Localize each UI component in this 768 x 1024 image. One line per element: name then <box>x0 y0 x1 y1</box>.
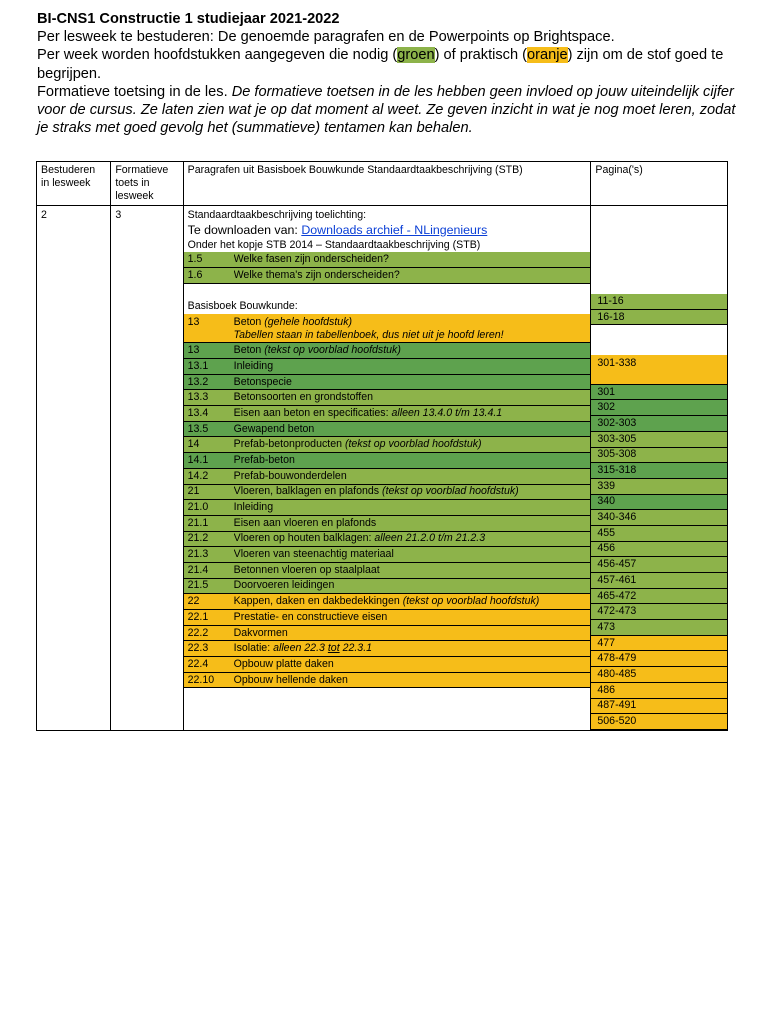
paragraph-title <box>234 579 591 592</box>
table-row <box>184 390 591 406</box>
beton-pages: 301-338 <box>591 355 727 384</box>
paragraph-title <box>234 517 591 530</box>
page-range: 340-346 <box>591 510 727 526</box>
paragraph-title <box>234 470 591 483</box>
paragraph-title <box>234 269 591 282</box>
paragraph-code: 1.5 <box>187 253 203 266</box>
paragraph-title <box>234 548 591 561</box>
paragraph-code: 13.2 <box>187 375 209 388</box>
stb-line-1: Standaardtaakbeschrijving toelichting: <box>187 208 367 221</box>
beton-text-plain: Beton <box>233 315 265 328</box>
page-range: 472-473 <box>591 604 727 620</box>
paragraph-title-text: Welke thema's zijn onderscheiden? <box>233 268 400 281</box>
table-row <box>184 359 591 375</box>
basis-label: Basisboek Bouwkunde: <box>187 300 298 313</box>
page-range: 478-479 <box>591 651 727 667</box>
table-row <box>184 673 591 689</box>
intro-line-3-italic: De formatieve toetsen in de les hebben geen invloed op jouw uiteindelijk cijfer voor de cursus. Ze laten zien wat je op dat moment al weet. Ze geven inzicht in wat je nog moet leren, zodat je straks met goed gevolg het (summatieve) tentamen kan behalen. <box>37 83 736 137</box>
paragraph-title <box>234 438 591 451</box>
page-range: 16-18 <box>591 310 727 326</box>
table-row <box>184 641 591 657</box>
header-toets: Formatieve toets in lesweek <box>111 162 183 206</box>
paragraph-note: (tekst op voorblad hoofdstuk) <box>382 485 519 498</box>
paragraph-title-text: Betonnen vloeren op staalplaat <box>233 563 380 576</box>
page-range: 480-485 <box>591 667 727 683</box>
download-link[interactable]: Downloads archief - NLingenieurs <box>301 222 488 237</box>
page-range: 11-16 <box>591 294 727 310</box>
paragraph-title <box>234 423 591 436</box>
page-range: 456 <box>591 542 727 558</box>
page-range: 302-303 <box>591 416 727 432</box>
paragraph-code: 21 <box>187 485 200 498</box>
paragraph-code: 22.10 <box>187 673 215 686</box>
table-row <box>184 268 591 284</box>
paragraph-code: 13.4 <box>187 406 209 419</box>
paragraph-title <box>234 658 591 671</box>
paragraph-title-text: Opbouw hellende daken <box>233 673 348 686</box>
highlight-green: groen <box>397 47 435 64</box>
paragraph-title-text: Prefab-bouwonderdelen <box>233 469 347 482</box>
header-pagina: Pagina('s) <box>591 162 728 206</box>
page-range: 305-308 <box>591 448 727 464</box>
page-range: 315-318 <box>591 463 727 479</box>
pages-cell <box>591 206 728 731</box>
table-row <box>184 516 591 532</box>
table-row <box>184 610 591 626</box>
paragraph-title-text: Doorvoeren leidingen <box>233 579 335 592</box>
table-row <box>184 375 591 391</box>
page-range: 455 <box>591 526 727 542</box>
table-row <box>184 563 591 579</box>
paragraph-title <box>234 501 591 514</box>
intro-line-2-mid: ) of praktisch ( <box>434 47 528 64</box>
paragraph-code: 22 <box>187 595 200 608</box>
table-row <box>184 422 591 438</box>
paragraph-title-text: Prestatie- en constructieve eisen <box>233 610 388 623</box>
paragraph-title <box>234 595 591 608</box>
paragraph-title-text: Eisen aan vloeren en plafonds <box>233 516 377 529</box>
paragraphs-cell <box>183 206 591 731</box>
page-range: 477 <box>591 636 727 652</box>
paragraph-code: 22.2 <box>187 626 209 639</box>
table-row <box>184 437 591 453</box>
table-row <box>184 626 591 642</box>
toets-value: 3 <box>111 206 183 731</box>
page-range: 465-472 <box>591 589 727 605</box>
table-row <box>184 485 591 501</box>
beton-text <box>234 316 591 342</box>
paragraph-code: 13.3 <box>187 391 209 404</box>
paragraph-code: 13 <box>187 344 200 357</box>
paragraph-title <box>234 454 591 467</box>
paragraph-title-text: Prefab-beton <box>233 453 295 466</box>
paragraph-code: 21.1 <box>187 516 209 529</box>
intro-line-2 <box>37 46 737 82</box>
intro-text <box>37 10 737 137</box>
paragraph-title-text: Isolatie: <box>233 642 274 655</box>
paragraph-title <box>234 564 591 577</box>
spacer <box>184 284 591 300</box>
paragraph-code: 22.1 <box>187 610 209 623</box>
paragraph-note: (tekst op voorblad hoofdstuk) <box>264 344 401 357</box>
paragraph-code: 13.5 <box>187 422 209 435</box>
paragraph-title <box>234 344 591 357</box>
intro-line-1: Per lesweek te bestuderen: De genoemde paragrafen en de Powerpoints op Brightspace. <box>37 29 615 46</box>
beton-code: 13 <box>187 315 200 328</box>
beton-note: Tabellen staan in tabellenboek, dus niet uit je hoofd leren! <box>233 328 504 341</box>
paragraph-code: 13.1 <box>187 359 209 372</box>
page-range: 457-461 <box>591 573 727 589</box>
page-range: 302 <box>591 400 727 416</box>
intro-line-3 <box>37 83 737 138</box>
paragraph-title-text: Inleiding <box>233 359 274 372</box>
paragraph-code: 14 <box>187 438 200 451</box>
paragraph-title-text: Gewapend beton <box>233 422 315 435</box>
paragraph-title-text: Eisen aan beton en specificaties: <box>233 406 392 419</box>
paragraph-title <box>234 360 591 373</box>
beton-text-italic: (gehele hoofdstuk) <box>264 315 353 328</box>
intro-line-2-pre: Per week worden hoofdstukken aangegeven die nodig ( <box>37 47 398 64</box>
paragraph-code: 1.6 <box>187 268 203 281</box>
stb-download-label: Te downloaden van: <box>187 222 298 237</box>
paragraph-title <box>234 391 591 404</box>
header-paragrafen: Paragrafen uit Basisboek Bouwkunde Standaardtaakbeschrijving (STB) <box>183 162 591 206</box>
table-row <box>184 343 591 359</box>
paragraph-title <box>234 627 591 640</box>
page-range: 340 <box>591 495 727 511</box>
paragraph-title-text: Vloeren, balklagen en plafonds <box>233 485 383 498</box>
paragraph-title-text: Kappen, daken en dakbedekkingen <box>233 595 403 608</box>
paragraph-title-text: Vloeren van steenachtig materiaal <box>233 548 394 561</box>
stb-line-2 <box>184 222 591 238</box>
document-title: BI-CNS1 Constructie 1 studiejaar 2021-2022 <box>37 11 340 27</box>
table-row-week <box>37 206 728 731</box>
pages-spacer-top <box>591 206 727 294</box>
table-row <box>184 406 591 422</box>
paragraph-title <box>234 407 591 420</box>
intro-line-2-post: ) zijn om de stof goed te begrijpen. <box>37 47 724 82</box>
page-range: 456-457 <box>591 557 727 573</box>
paragraph-code: 21.4 <box>187 563 209 576</box>
pages-spacer-mid <box>591 325 727 355</box>
paragraph-note: alleen 13.4.0 t/m 13.4.1 <box>391 406 503 419</box>
beton-row <box>184 314 591 343</box>
table-row <box>184 532 591 548</box>
table-row <box>184 469 591 485</box>
table-row <box>184 547 591 563</box>
page-range: 339 <box>591 479 727 495</box>
paragraph-title <box>234 253 591 266</box>
paragraph-code: 21.0 <box>187 501 209 514</box>
paragraph-title-text: Inleiding <box>233 501 274 514</box>
paragraph-title <box>234 611 591 624</box>
header-week: Bestuderen in lesweek <box>37 162 111 206</box>
paragraph-note: alleen 21.2.0 t/m 21.2.3 <box>374 532 486 545</box>
paragraph-title-text: Vloeren op houten balklagen: <box>233 532 375 545</box>
table-row <box>184 252 591 268</box>
paragraph-title-text: Beton <box>233 344 265 357</box>
paragraph-note: alleen 22.3 tot 22.3.1 <box>273 642 373 655</box>
paragraph-note: (tekst op voorblad hoofdstuk) <box>344 438 482 451</box>
paragraph-title <box>234 532 591 545</box>
table-row <box>184 453 591 469</box>
stb-line-3: Onder het kopje STB 2014 – Standaardtaakbeschrijving (STB) <box>187 238 481 251</box>
paragraph-title-text: Betonspecie <box>233 375 292 388</box>
table-row <box>184 594 591 610</box>
page-range: 473 <box>591 620 727 636</box>
page-range: 506-520 <box>591 714 727 730</box>
paragraph-code: 22.3 <box>187 642 209 655</box>
page-range: 486 <box>591 683 727 699</box>
intro-line-3-pre: Formatieve toetsing in de les. <box>37 83 232 100</box>
paragraph-code: 14.2 <box>187 469 209 482</box>
paragraph-code: 22.4 <box>187 657 209 670</box>
paragraph-title-text: Dakvormen <box>233 626 288 639</box>
paragraph-code: 21.2 <box>187 532 209 545</box>
paragraph-code: 21.5 <box>187 579 209 592</box>
paragraph-title-text: Opbouw platte daken <box>233 657 334 670</box>
paragraph-note: (tekst op voorblad hoofdstuk) <box>402 595 540 608</box>
paragraph-title-text: Betonsoorten en grondstoffen <box>233 391 374 404</box>
week-value: 2 <box>37 206 111 731</box>
table-row <box>184 579 591 595</box>
paragraph-title <box>234 642 591 655</box>
paragraph-title-text: Welke fasen zijn onderscheiden? <box>233 253 389 266</box>
table-header-row <box>37 162 728 206</box>
table-row <box>184 500 591 516</box>
table-row <box>184 657 591 673</box>
paragraph-title <box>234 485 591 498</box>
highlight-orange: oranje <box>527 47 568 64</box>
page-range: 301 <box>591 385 727 401</box>
paragraph-title <box>234 376 591 389</box>
paragraph-title-text: Prefab-betonproducten <box>233 438 345 451</box>
paragraph-title <box>234 674 591 687</box>
page-range: 303-305 <box>591 432 727 448</box>
study-table <box>36 161 728 731</box>
paragraph-code: 21.3 <box>187 548 209 561</box>
paragraph-code: 14.1 <box>187 453 209 466</box>
page-range: 487-491 <box>591 699 727 715</box>
